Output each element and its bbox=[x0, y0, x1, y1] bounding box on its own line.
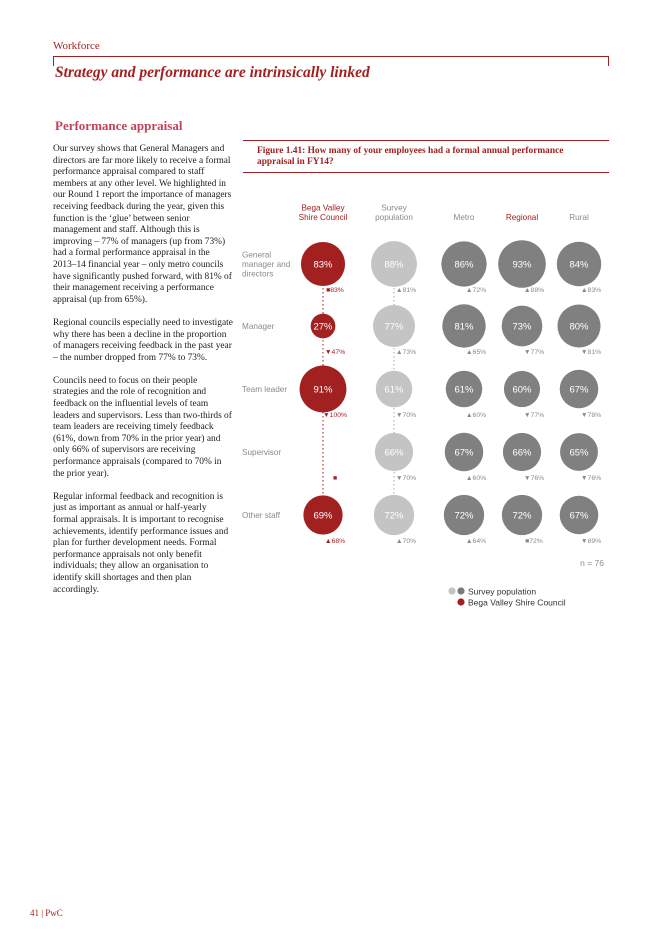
change-label: ▼81% bbox=[580, 349, 602, 356]
bubble-label: 69% bbox=[313, 510, 333, 522]
bubble-label: 77% bbox=[384, 321, 404, 333]
bubble-label: 66% bbox=[512, 447, 532, 459]
column-header: Shire Council bbox=[298, 213, 348, 222]
bubble-label: 86% bbox=[454, 259, 474, 271]
bubble-label: 72% bbox=[454, 510, 474, 522]
column-header: Regional bbox=[505, 213, 539, 222]
change-label: ▲70% bbox=[395, 538, 417, 545]
column-header: Metro bbox=[453, 213, 475, 222]
bubble-label: 65% bbox=[569, 447, 589, 459]
change-label: ▼77% bbox=[523, 412, 545, 419]
bubble-label: 60% bbox=[512, 384, 532, 396]
paragraph: Our survey shows that General Managers and directors are far more likely to receive a formal performance appraisal compared to staff members at any other level. We highlighted in our Round 1 report the importance of managers receiving feedback during the year, given this function is the ‘glue’ between senior management and staff. Although this is improving – 77% of managers (up from 73%) had a formal performance appraisal in the 2013–14 financial year – only metro councils have significantly pushed forward, with 81% of their management receiving a performance appraisal (up from 65%). bbox=[53, 144, 232, 305]
bubble-label: 93% bbox=[512, 259, 532, 271]
change-label: ▲68% bbox=[324, 538, 346, 545]
change-label: ▲65% bbox=[465, 349, 487, 356]
change-label: ■ bbox=[332, 475, 338, 482]
column-header: population bbox=[375, 213, 413, 222]
sample-size-note: n = 76 bbox=[580, 558, 604, 568]
change-label: ▲73% bbox=[395, 349, 417, 356]
row-label: directors bbox=[242, 269, 274, 279]
paragraph: Regional councils especially need to investigate why there has been a decline in the proportion of managers receiving feedback in the past year – the number dropped from 77% to 73%. bbox=[53, 317, 233, 363]
bubble-label: 27% bbox=[313, 321, 333, 333]
change-label: ▼47% bbox=[324, 349, 346, 356]
paragraph: Regular informal feedback and recognition is just as important as annual or half-yearly formal appraisals. It is important to recognise achievements, identify performance issues and plan for further development needs. Formal performance appraisals not only benefit individuals; they allow an organisation to identify skill shortages and then plan accordingly. bbox=[53, 491, 229, 595]
row-label: General bbox=[242, 250, 272, 260]
legend-survey-light-swatch bbox=[448, 587, 455, 594]
bubble-label: 80% bbox=[569, 321, 589, 333]
bubble-label: 72% bbox=[512, 510, 532, 522]
paragraph: Councils need to focus on their people strategies and the role of recognition and feedback on the influential levels of team leaders and supervisors. Less than two-thirds of team leaders are receiving timely feedback (61%, down from 70% in the prior year) and only 66% of supervisors are receiving performance appraisals (compared to 70% in the prior year). bbox=[53, 375, 232, 479]
change-label: ▲88% bbox=[523, 287, 545, 294]
bubble-label: 91% bbox=[313, 384, 333, 396]
change-label: ▼100% bbox=[322, 412, 348, 419]
change-label: ▼77% bbox=[523, 349, 545, 356]
legend-survey-dark-swatch bbox=[457, 587, 464, 594]
section-subtitle: Performance appraisal bbox=[55, 118, 183, 133]
bubble-label: 67% bbox=[569, 510, 589, 522]
column-header: Rural bbox=[569, 213, 589, 222]
bubble-label: 84% bbox=[569, 259, 589, 271]
change-label: ■83% bbox=[326, 287, 344, 294]
change-label: ▲72% bbox=[465, 287, 487, 294]
page-number: 41 | PwC bbox=[30, 908, 63, 918]
row-label: Other staff bbox=[242, 511, 281, 520]
bubble-label: 72% bbox=[384, 510, 404, 522]
figure-caption: Figure 1.41: How many of your employees had a formal annual performance appraisal in FY14? bbox=[257, 146, 564, 167]
change-label: ▼89% bbox=[580, 538, 602, 545]
section-label: Workforce bbox=[53, 40, 100, 52]
page-title: Strategy and performance are intrinsically linked bbox=[55, 64, 370, 81]
column-header: Survey bbox=[381, 203, 407, 213]
change-label: ▼76% bbox=[523, 475, 545, 482]
legend-label: Bega Valley Shire Council bbox=[468, 597, 566, 608]
change-label: ▼70% bbox=[395, 475, 417, 482]
change-label: ▲60% bbox=[465, 475, 487, 482]
bubble-label: 61% bbox=[384, 384, 404, 396]
change-label: ▲60% bbox=[465, 412, 487, 419]
bubble-label: 88% bbox=[384, 259, 404, 271]
row-label: manager and bbox=[242, 260, 291, 269]
change-label: ▲83% bbox=[580, 287, 602, 294]
change-label: ▼78% bbox=[580, 412, 602, 419]
change-label: ▲64% bbox=[465, 538, 487, 545]
legend-label: Survey population bbox=[468, 586, 537, 597]
bubble-label: 81% bbox=[454, 321, 474, 333]
bubble-label: 61% bbox=[454, 384, 474, 396]
row-label: Manager bbox=[242, 322, 275, 331]
change-label: ■72% bbox=[525, 538, 543, 545]
bubble-label: 66% bbox=[384, 447, 404, 459]
change-label: ▼76% bbox=[580, 475, 602, 482]
row-label: Supervisor bbox=[242, 448, 282, 457]
bubble-label: 73% bbox=[512, 321, 532, 333]
row-label: Team leader bbox=[242, 385, 288, 394]
change-label: ▼70% bbox=[395, 412, 417, 419]
change-label: ▲81% bbox=[395, 287, 417, 294]
bubble-label: 67% bbox=[569, 384, 589, 396]
bubble-label: 67% bbox=[454, 447, 474, 459]
legend-council-swatch bbox=[457, 598, 464, 605]
bubble-label: 83% bbox=[313, 259, 333, 271]
column-header: Bega Valley bbox=[301, 203, 345, 213]
